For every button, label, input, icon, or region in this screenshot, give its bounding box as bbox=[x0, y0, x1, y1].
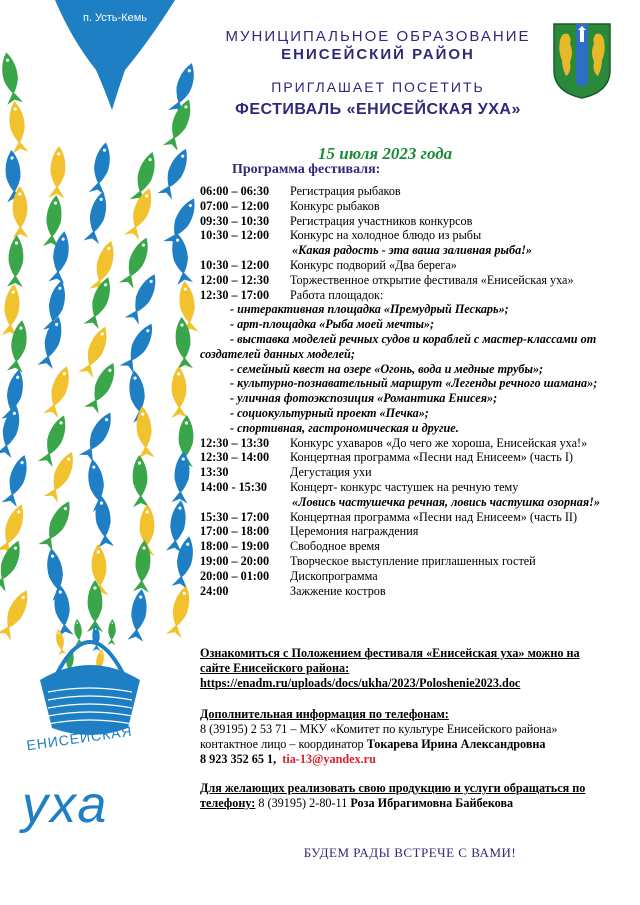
fish-icon bbox=[2, 453, 33, 507]
schedule-time: 19:00 – 20:00 bbox=[200, 553, 270, 568]
fish-icon bbox=[0, 404, 24, 458]
schedule-event: Зажжение костров bbox=[290, 583, 386, 598]
schedule-event: Концертная программа «Песни над Енисеем» (часть I) bbox=[290, 450, 573, 465]
schedule-event: Церемония награждения bbox=[290, 524, 419, 539]
fish-icon bbox=[157, 146, 193, 200]
fish-pattern-illustration bbox=[0, 0, 200, 905]
fish-icon bbox=[171, 366, 188, 418]
schedule-time: 15:30 – 17:00 bbox=[200, 509, 270, 524]
schedule-row bbox=[200, 214, 632, 229]
header-invites: ПРИГЛАШАЕТ ПОСЕТИТЬ bbox=[271, 79, 485, 95]
schedule-event: Регистрация рыбаков bbox=[290, 184, 401, 198]
schedule-row bbox=[200, 554, 632, 569]
fish-icon bbox=[73, 619, 84, 646]
schedule-event: Творческое выступление приглашенных гостей bbox=[290, 553, 536, 568]
schedule-time: 07:00 – 12:00 bbox=[200, 198, 270, 213]
fish-icon bbox=[51, 583, 73, 637]
schedule-subitem: - интерактивная площадка «Премудрый Пескарь»; bbox=[230, 302, 509, 317]
fish-icon bbox=[7, 235, 25, 288]
schedule-row bbox=[200, 288, 632, 303]
schedule-row bbox=[200, 524, 632, 539]
schedule-event: Конкурс на холодное блюдо из рыбы bbox=[290, 228, 482, 243]
header-district: ЕНИСЕЙСКИЙ РАЙОН bbox=[281, 46, 475, 63]
schedule-event: Концертная программа «Песни над Енисеем» (часть II) bbox=[290, 509, 578, 524]
regulation-link[interactable]: https://enadm.ru/uploads/docs/ukha/2023/Poloshenie2023.doc bbox=[200, 676, 521, 690]
fish-icon bbox=[131, 455, 149, 508]
schedule-time: 09:30 – 10:30 bbox=[200, 213, 270, 228]
sellers-phone: 8 (39195) 2-80-11 bbox=[255, 796, 351, 810]
closing-greeting: БУДЕМ РАДЫ ВСТРЕЧЕ С ВАМИ! bbox=[303, 845, 517, 860]
place-label: п. Усть-Кемь bbox=[82, 12, 148, 24]
header bbox=[196, 28, 560, 120]
schedule-row bbox=[200, 510, 632, 525]
schedule-row bbox=[200, 584, 632, 599]
schedule-event: Дископрограмма bbox=[290, 568, 378, 583]
fish-icon bbox=[166, 584, 194, 638]
fish-icon bbox=[171, 450, 191, 503]
schedule-row bbox=[200, 436, 632, 451]
schedule-subitem: - семейный квест на озере «Огонь, вода и медные трубы»; bbox=[230, 361, 544, 376]
schedule-event: Дегустация ухи bbox=[290, 465, 372, 480]
contact-person-line bbox=[200, 737, 620, 752]
fish-icon bbox=[48, 146, 67, 199]
fish-icon bbox=[38, 498, 76, 552]
schedule-row bbox=[200, 184, 632, 199]
schedule-row bbox=[200, 228, 632, 243]
schedule-subitem: - уличная фотоэкспозиция «Романтика Енисея»; bbox=[230, 391, 498, 406]
schedule-subitem: создателей данных моделей; bbox=[200, 346, 355, 361]
fish-icon bbox=[43, 364, 74, 418]
contact-phone-line bbox=[200, 752, 620, 767]
fish-icon bbox=[93, 494, 114, 547]
contact-label: контактное лицо – координатор bbox=[200, 737, 367, 751]
festival-date: 15 июля 2023 года bbox=[318, 144, 453, 163]
regulation-text-line2: сайте Енисейского района: bbox=[200, 661, 350, 675]
fish-icon bbox=[133, 539, 153, 592]
schedule-time: 24:00 bbox=[200, 583, 229, 598]
header-municipality: МУНИЦИПАЛЬНОЕ ОБРАЗОВАНИЕ bbox=[225, 28, 531, 45]
sellers-contact-name: Роза Ибрагимовна Байбекова bbox=[350, 796, 514, 810]
schedule-time: 12:30 – 13:30 bbox=[200, 435, 270, 450]
regulation-text-line1: Ознакомиться с Положением фестиваля «Енисейская уха» можно на bbox=[200, 646, 580, 660]
schedule-event: Конкурс подворий «Два берега» bbox=[290, 257, 457, 272]
schedule-event: Торжественное открытие фестиваля «Енисейская уха» bbox=[290, 272, 574, 287]
fish-icon bbox=[134, 405, 154, 458]
schedule-row bbox=[200, 199, 632, 214]
sellers-phone-label: телефону: bbox=[200, 796, 256, 810]
schedule-subitem: - социокультурный проект «Печка»; bbox=[230, 405, 429, 420]
fish-icon bbox=[79, 409, 118, 462]
schedule-time: 12:30 – 14:00 bbox=[200, 450, 270, 465]
schedule-event: Концерт- конкурс частушек на речную тему bbox=[290, 479, 519, 494]
fish-icon bbox=[119, 320, 158, 373]
schedule-time: 13:30 bbox=[200, 465, 229, 480]
fish-icon bbox=[89, 141, 114, 195]
schedule-time: 17:00 – 18:00 bbox=[200, 524, 270, 539]
schedule-row bbox=[200, 273, 632, 288]
schedule-time: 20:00 – 01:00 bbox=[200, 568, 270, 583]
schedule-list bbox=[200, 184, 632, 598]
schedule-subitem: - арт-площадка «Рыба моей мечты»; bbox=[230, 317, 435, 332]
logo-word-eniseyskaya: ЕНИСЕЙСКАЯ bbox=[25, 722, 134, 754]
schedule-event: Свободное время bbox=[290, 539, 380, 554]
schedule-subitem: - спортивная, гастрономическая и другие. bbox=[230, 420, 459, 435]
fish-icon bbox=[83, 190, 110, 244]
schedule-row bbox=[200, 569, 632, 584]
schedule-subitem: «Какая радость - эта ваша заливная рыба!» bbox=[292, 243, 533, 258]
festival-title: ФЕСТИВАЛЬ «ЕНИСЕЙСКАЯ УХА» bbox=[235, 101, 521, 118]
phone-committee: 8 (39195) 2 53 71 – МКУ «Комитет по культуре Енисейского района» bbox=[200, 722, 558, 736]
sellers-line2 bbox=[200, 796, 620, 811]
sellers-line1: Для желающих реализовать свою продукцию и услуги обращаться по bbox=[200, 781, 586, 795]
fish-icon bbox=[0, 587, 34, 641]
schedule-row bbox=[200, 258, 632, 273]
coat-of-arms-emblem bbox=[552, 22, 612, 100]
schedule-event: Регистрация участников конкурсов bbox=[290, 213, 473, 228]
contact-phone: 8 923 352 65 1, bbox=[200, 752, 277, 766]
fish-icon bbox=[107, 619, 116, 645]
schedule-time: 06:00 – 06:30 bbox=[200, 184, 270, 198]
fish-icon bbox=[0, 51, 23, 105]
schedule-time: 10:30 – 12:00 bbox=[200, 257, 270, 272]
info-block bbox=[200, 646, 620, 811]
fish-sidebar bbox=[0, 0, 200, 905]
schedule-time: 12:00 – 12:30 bbox=[200, 272, 270, 287]
fish-icon bbox=[54, 628, 66, 655]
schedule-subitem: - выставка моделей речных судов и кораблей с мастер-классами от bbox=[230, 331, 597, 346]
fish-icon bbox=[127, 588, 149, 642]
schedule-row bbox=[200, 465, 632, 480]
logo-word-ukha: уха bbox=[22, 776, 109, 834]
phones-title: Дополнительная информация по телефонам: bbox=[200, 707, 449, 721]
schedule-row bbox=[200, 539, 632, 554]
schedule-time: 10:30 – 12:00 bbox=[200, 228, 270, 243]
schedule-row bbox=[200, 480, 632, 495]
contact-email[interactable]: tia-13@yandex.ru bbox=[282, 752, 376, 766]
schedule-subitem: «Ловись частушечка речная, ловись частушка озорная!» bbox=[292, 494, 601, 509]
schedule-event: Работа площадок: bbox=[290, 287, 384, 302]
contact-name: Токарева Ирина Александровна bbox=[366, 737, 546, 751]
schedule-time: 14:00 - 15:30 bbox=[200, 479, 268, 494]
schedule-subitem: - культурно-познавательный маршрут «Легенды речного шамана»; bbox=[230, 376, 598, 391]
program-title: Программа фестиваля: bbox=[232, 162, 381, 177]
schedule-time: 18:00 – 19:00 bbox=[200, 539, 270, 554]
fish-icon bbox=[6, 100, 28, 154]
schedule-event: Конкурс ухаваров «До чего же хороша, Енисейская уха!» bbox=[290, 435, 588, 450]
schedule-time: 12:30 – 17:00 bbox=[200, 287, 270, 302]
schedule-row bbox=[200, 450, 632, 465]
schedule-event: Конкурс рыбаков bbox=[290, 198, 380, 213]
